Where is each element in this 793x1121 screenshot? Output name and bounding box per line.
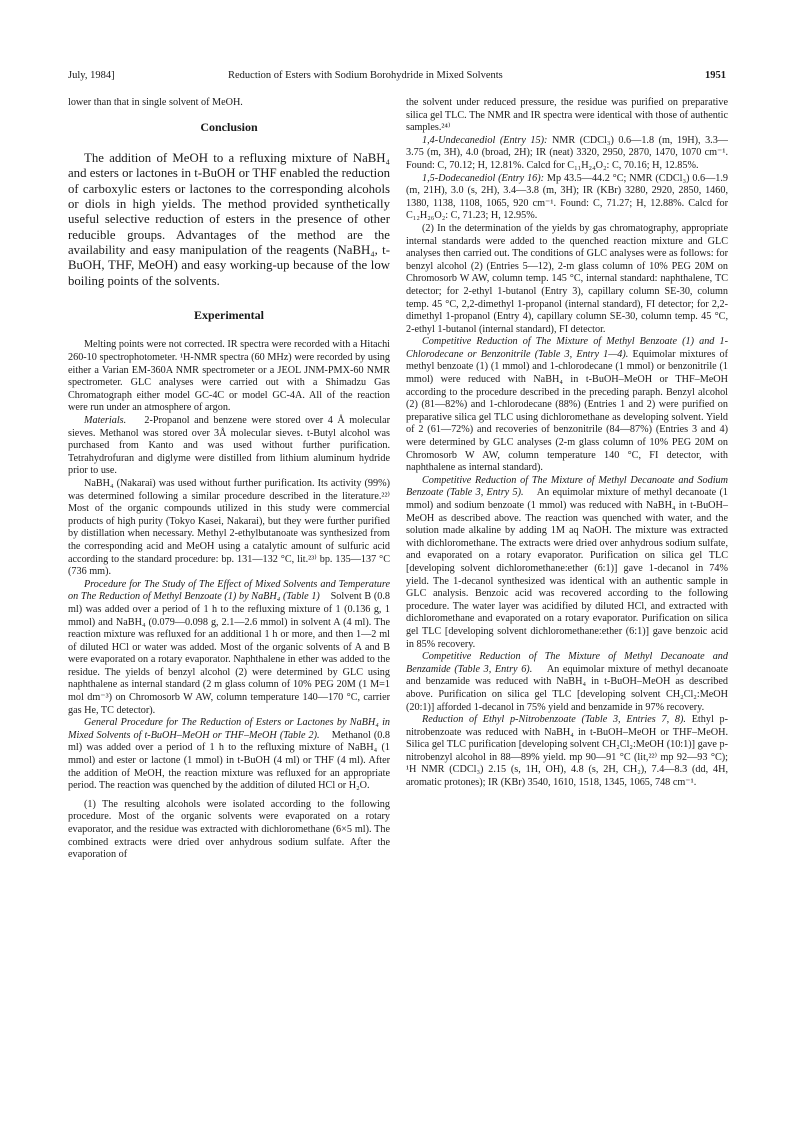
materials-paragraph [68, 415, 390, 478]
paragraph-continuation: lower than that in single solvent of MeOH. [68, 97, 243, 108]
experimental-heading: Experimental [194, 307, 264, 322]
conclusion-paragraph: The addition of MeOH to a refluxing mixture of NaBH₄ and esters or lactones in t-BuOH or THF enabled the reduction of carboxylic esters or lactones to the corresponding alcohols or diols in high yields. The method provided synthetically useful selective reduction of esters in the presence of other reducible groups. Advantages of the method are the availability and easy manipulation of the reagents (NaBH₄, t-BuOH, THF, MeOH) and easy working-up because of the low boiling points of the solvents. [68, 151, 390, 288]
conclusion-heading: Conclusion [200, 119, 258, 134]
running-title: Reduction of Esters with Sodium Borohydride in Mixed Solvents [228, 70, 503, 81]
right-column [406, 97, 728, 790]
procedure-table2-title: General Procedure for The Reduction of Esters or Lactones by NaBH₄ in Mixed Solvents of t-BuOH–MeOH or THF–MeOH (Table 2). [68, 717, 390, 741]
procedure-table2-paragraph [68, 717, 390, 793]
competitive3-paragraph [406, 651, 728, 714]
undecanediol-paragraph [406, 135, 728, 173]
competitive2-paragraph [406, 475, 728, 651]
competitive1-text: Equimolar mixtures of methyl benzoate (1) (1 mmol) and 1-chlorodecane (1 mmol) or benzonitrile (1 mmol) were reduced with NaBH₄ in t-BuOH–MeOH or THF–MeOH according to the procedure described in the preceding paraph. Benzyl alcohol (2) (81—82%) and 1-chlorodecane (88%) (Entries 1 and 2) were purified on preparative silica gel TLC using dichloromethane as developing solvent. Yield of 2 (61—72%) and recoveries of benzonitrile (84—87%) (Entries 3 and 4) were determined by GLC analyses (2-m glass column of 10% PEG 20M on Chromosorb W AW, column temperature 140 °C, FI detector, with naphthalene as internal standard). [406, 348, 728, 474]
competitive2-title: Competitive Reduction of The Mixture of Methyl Decanoate and Sodium Benzoate (Table 3, Entry 5). [406, 474, 728, 499]
dodecanediol-text: Mp 43.5—44.2 °C; NMR (CDCl₃) 0.6—1.9 (m, 21H), 3.0 (s, 2H), 3.4—3.8 (m, 3H); IR (KBr) 3280, 2920, 2850, 1460, 1380, 1138, 1108, 1065, 920 cm⁻¹. Found: C, 71.27; H, 12.88%. Calcd for C₁₂H₂₆O₂: C, 71.23; H, 12.95%. [406, 172, 728, 222]
competitive1-paragraph [406, 336, 728, 475]
page-number: 1951 [705, 70, 726, 81]
undecanediol-text: NMR (CDCl₃) 0.6—1.8 (m, 19H), 3.3—3.75 (m, 3H), 4.0 (broad, 2H); IR (neat) 3320, 2950, 2870, 1470, 1070 cm⁻¹. Found: C, 70.12; H, 12.81%. Calcd for C₁₁H₂₄O₂: C, 70.16; H, 12.85%. [406, 134, 728, 171]
competitive3-text: An equimolar mixture of methyl decanoate and benzamide was reduced with NaBH₄ in t-BuOH–MeOH as described above. Purification on silica gel TLC [developing solvent CH₂Cl₂:MeOH (20:1)] afforded 1-decanol in 75% yield and benzamide in 97% recovery. [406, 663, 728, 713]
procedure-table2-text: Methanol (0.8 ml) was added over a period of 1 h to the refluxing mixture of NaBH₄ (1 mmol) and ester or lactone (1 mmol) in t-BuOH (4 ml) or THF (4 ml). After the addition of MeOH, the reaction mixture was refluxed for an appropriate period. The reaction was quenched by the addition of diluted HCl or H₂O. [68, 729, 391, 792]
isolation-continuation: the solvent under reduced pressure, the residue was purified on preparative silica gel TLC. The NMR and IR spectra were identical with those of authentic samples.²⁴⁾ [406, 97, 728, 134]
competitive3-title: Competitive Reduction of The Mixture of Methyl Decanoate and Benzamide (Table 3, Entry 6). [406, 651, 728, 675]
nitrobenzoate-text: Ethyl p-nitrobenzoate was reduced with NaBH₄ in t-BuOH–MeOH or THF–MeOH. Silica gel TLC purification [developing solvent CH₂Cl₂:MeOH (10:1)] gave p-nitrobenzyl alcohol in 88—89% yield. mp 90—91 °C (lit,²²⁾ mp 92—93 °C); ¹H NMR (CDCl₃) 2.15 (s, 1H, OH), 4.8 (s, 2H, CH₂), 7.4—8.3 (dd, 4H, aromatic protones); IR (KBr) 3540, 1610, 1518, 1345, 1065, 748 cm⁻¹. [406, 714, 729, 789]
glc-paragraph: (2) In the determination of the yields by gas chromatography, appropriate internal standards were added to the quenched reaction mixture and GLC analyses then carried out. The conditions of GLC analyses were as follows: for benzyl alcohol (2) (Entries 5—12), 2-m glass column of 10% PEG 20M on Chromosorb W AW, column temp. 145 °C, internal standard: naphthalene, TC detector; for 2-ethyl 1-butanol (Entry 3), capillary column SE-30, column temp. 45 °C, 2,2-dimethyl 1-propanol (internal standard), FI detector; for 2,2-dimethyl 1-propanol (Entry 4), capillary column SE-30, column temp. 45 °C, 2-ethyl 1-butanol (internal standard), FI detector. [406, 222, 728, 335]
materials-text: 2-Propanol and benzene were stored over 4 Å molecular sieves. Methanol was stored over 3Å molecular sieves. t-Butyl alcohol was purchased from Kanto and was used without further purification. Tetrahydrofuran and diglyme were distilled from lithium aluminum hydride prior to use. [68, 415, 390, 477]
nitrobenzoate-paragraph [406, 714, 728, 790]
dodecanediol-title: 1,5-Dodecanediol (Entry 16): [422, 172, 545, 184]
dodecanediol-paragraph [406, 173, 728, 223]
competitive2-text: An equimolar mixture of methyl decanoate (1 mmol) and sodium benzoate (1 mmol) was reduced with NaBH₄ in t-BuOH–MeOH as described above. The reaction was quenched with water, and the solution made alkaline by adding 1M aq NaOH. The mixture was extracted with dichloromethane. The extracts were dried over anhydrous sodium sulfate, and evaporated on a rotary evaporator. Purification on silica gel TLC [developing solvent dichloromethane:ether (6:1)] gave 1-decanol in 74% yield. The 1-decanol synthesized was identical with an authentic sample in GLC analysis. Benzoic acid was recovered according to the following procedure. The water layer was acidified by diluted HCl, and extracted with dichloromethane and evaporated on a rotary evaporator. Purification on silica gel TLC [developing solvent dichloromethane:ether (6:1)] gave benzoic acid in 85% recovery. [406, 487, 728, 650]
left-column [68, 97, 390, 862]
competitive1-title: Competitive Reduction of The Mixture of Methyl Benzoate (1) and 1-Chlorodecane or Benzonitrile (Table 3, Entry 1—4). [406, 336, 728, 360]
nabh4-paragraph: NaBH₄ (Nakarai) was used without further purification. Its activity (99%) was determined following a similar procedure described in the literature.²²⁾ Most of the organic compounds utilized in this study were commercial products of high purity (Tokyo Kasei, Nakarai), but they were further purified by distillation when necessary. Methyl 2-ethylbutanoate was synthesized from the corresponding acid and MeOH using a catalytic amount of sulfuric acid according to the standard procedure: bp. 131—132 °C, lit.²³⁾ bp. 135—137 °C (736 mm). [68, 477, 390, 578]
procedure-table1-title: Procedure for The Study of The Effect of Mixed Solvents and Temperature on The Reduction of Methyl Benzoate (1) by NaBH₄ (Table 1) [68, 578, 390, 603]
procedure-table1-paragraph [68, 579, 390, 718]
materials-title: Materials. [84, 415, 127, 427]
isolation-paragraph: (1) The resulting alcohols were isolated according to the following procedure. Most of the organic solvents were evaporated on a rotary evaporator, and the residue was extracted with dichloromethane (6×5 ml). The combined extracts were dried over anhydrous sodium sulfate. After the evaporation of [68, 798, 390, 861]
nitrobenzoate-title: Reduction of Ethyl p-Nitrobenzoate (Table 3, Entries 7, 8). [422, 714, 686, 726]
instruments-paragraph: Melting points were not corrected. IR spectra were recorded with a Hitachi 260-10 spectrophotometer. ¹H-NMR spectra (60 MHz) were recorded by using either a Varian EM-360A NMR spectrometer or a JEOL JNM-PMX-60 NMR spectrometer. GLC analyses were carried out with a Shimadzu Gas Chromatograph either model GC-4C or model GC-4A. All of the reaction were run under an atmosphere of argon. [68, 339, 390, 414]
undecanediol-title: 1,4-Undecanediol (Entry 15): [422, 134, 548, 146]
procedure-table1-text: Solvent B (0.8 ml) was added over a period of 1 h to the refluxing mixture of 1 (0.136 g, 1 mmol) and NaBH₄ (0.079—0.098 g, 2.1—2.6 mmol) in solvent A (4 ml). The reaction mixture was refluxed for an additional 1 h or more, and then 1—2 ml of diluted HCl or water was added. Most of the organic solvents of A and B were evaporated on a rotary evaporator. Naphthalene in ether was added to the residue. The yields of benzyl alcohol (2) were determined by GLC using naphthalene as internal standard (2 m glass column of 10% PEG 20M (1 M=1 mol dm⁻³) on Chromosorb W AW, column temperature 140—170 °C, carrier gas He, TC detector). [68, 591, 390, 716]
issue-date: July, 1984] [68, 70, 115, 81]
